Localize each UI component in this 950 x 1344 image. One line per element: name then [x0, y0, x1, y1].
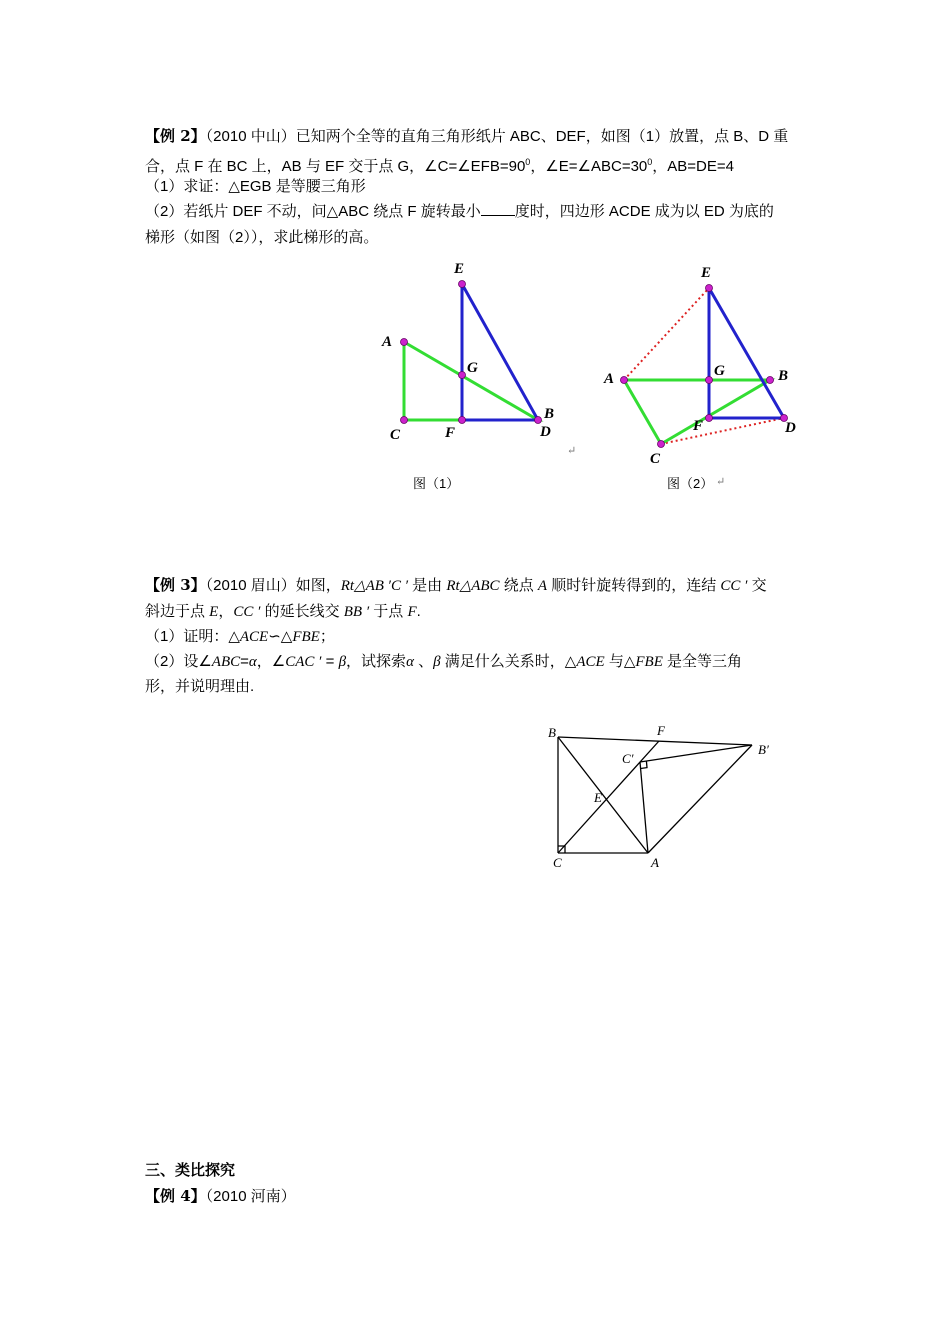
- fig3-label-f: F: [657, 723, 665, 738]
- fig3-seg-ab: [558, 737, 648, 853]
- t: ACE: [576, 654, 605, 670]
- t: .: [416, 603, 421, 620]
- fig3-seg-acprime: [640, 762, 648, 853]
- t: 的延长线交: [260, 603, 344, 620]
- t: 斜边于点: [145, 603, 210, 620]
- t: 绕点: [499, 577, 538, 594]
- section-heading: 三、类比探究: [145, 1162, 236, 1179]
- fig2-point-g: [706, 377, 713, 384]
- t: FBE: [635, 654, 663, 670]
- fig2-label-g: G: [714, 363, 725, 379]
- example2-line4-b: 度时，四边形 ACDE 成为以 ED 为底的: [514, 203, 774, 220]
- fig2-label-d: D: [785, 420, 796, 436]
- example2-line1: [145, 125, 788, 148]
- fig3-seg-abprime: [648, 745, 752, 853]
- t: 是由: [407, 577, 447, 594]
- example2-bracket: 【例 2】: [145, 127, 206, 145]
- example2-line2-b: ，∠E=∠ABC=30: [530, 158, 648, 175]
- figure-1: [370, 255, 590, 455]
- fig2-label-c: C: [650, 451, 661, 467]
- t: FBE: [292, 629, 320, 645]
- fig2-label-a: A: [604, 371, 615, 387]
- example3-line2: [145, 600, 421, 623]
- fig2-point-f: [706, 415, 713, 422]
- figure-1-caption: 图（1）: [413, 476, 460, 491]
- t: CC ′: [233, 604, 261, 620]
- t: 满足什么关系时，△: [440, 653, 577, 670]
- fig1-label-b: B: [544, 406, 555, 422]
- fig2-point-a: [621, 377, 628, 384]
- t: 顺时针旋转得到的，连结: [547, 577, 721, 594]
- example3-line5: 形，并说明理由.: [145, 678, 255, 695]
- fig1-point-d: [535, 417, 542, 424]
- fig2-label-e: E: [701, 265, 712, 281]
- example2-line1-text: （2010 中山）已知两个全等的直角三角形纸片 ABC、DEF，如图（1）放置，点 B、D 重: [205, 128, 789, 145]
- t: Rt△ABC: [446, 578, 500, 594]
- figure-2: [595, 258, 820, 468]
- example4-line: [145, 1185, 296, 1208]
- fig1-label-a: A: [382, 334, 393, 350]
- t: β: [433, 654, 441, 670]
- t: CAC ′: [285, 654, 322, 670]
- fig1-label-d: D: [540, 424, 551, 440]
- t: β: [338, 654, 347, 670]
- figure-2-caption: 图（2）: [667, 476, 714, 491]
- example4-source: （2010 河南）: [205, 1188, 296, 1205]
- t: ，: [218, 603, 234, 620]
- t: =: [321, 653, 339, 670]
- degree-sup-2: 0: [647, 157, 653, 167]
- fig1-point-e: [459, 281, 466, 288]
- t: 与△: [604, 653, 636, 670]
- fig3-seg-cf: [558, 741, 659, 853]
- t: ；: [319, 628, 335, 645]
- fig3-label-a: A: [651, 855, 659, 870]
- example2-line5: 梯形（如图（2）），求此梯形的高。: [145, 229, 379, 246]
- t: 是全等三角: [662, 653, 743, 670]
- example4-bracket: 【例 4】: [145, 1187, 206, 1205]
- fig3-seg-cprimebprime: [640, 745, 752, 762]
- fig2-dotted-ae: [624, 288, 709, 380]
- fig2-dotted-cd: [661, 418, 784, 444]
- t: ，试探索: [346, 653, 407, 670]
- fig2-label-f: F: [693, 418, 704, 434]
- example2-line2-a: 合，点 F 在 BC 上，AB 与 EF 交于点 G，∠C=∠EFB=90: [145, 158, 526, 175]
- fig2-point-b: [767, 377, 774, 384]
- t: ∽△: [268, 628, 293, 645]
- example3-line3: [145, 625, 335, 648]
- fig1-label-c: C: [390, 427, 401, 443]
- t: =: [240, 653, 249, 670]
- fig2-label-b: B: [778, 368, 789, 384]
- t: α: [248, 654, 257, 670]
- return-mark-2: ↵: [716, 475, 726, 488]
- fig1-point-g: [459, 372, 466, 379]
- return-mark-1: ↵: [567, 444, 577, 457]
- t: A: [537, 578, 548, 594]
- t: （2010 眉山）如图，: [205, 577, 341, 594]
- t: ACE: [239, 629, 269, 645]
- example3-line4: [145, 650, 742, 673]
- fig1-label-g: G: [467, 360, 478, 376]
- answer-blank: [481, 201, 515, 216]
- fig2-triangle-def: [709, 288, 784, 418]
- fig3-label-b: B: [548, 725, 556, 740]
- t: E: [209, 604, 219, 620]
- t: ABC: [211, 654, 241, 670]
- fig1-point-a: [401, 339, 408, 346]
- t: α: [406, 654, 414, 670]
- fig3-seg-bbprime: [558, 737, 752, 745]
- t: F: [407, 604, 417, 620]
- example2-line4: [145, 201, 774, 223]
- fig2-triangle-abc: [624, 380, 770, 444]
- t: （1）证明：△: [145, 628, 240, 645]
- example2-line2-c: ，AB=DE=4: [652, 158, 734, 175]
- figure-3: [540, 720, 790, 880]
- example2-line3: （1）求证：△EGB 是等腰三角形: [145, 178, 366, 195]
- example2-line4-a: （2）若纸片 DEF 不动，问△ABC 绕点 F 旋转最小: [145, 203, 481, 220]
- fig1-label-f: F: [445, 425, 456, 441]
- t: 交: [747, 577, 767, 594]
- t: 于点: [369, 603, 408, 620]
- fig1-label-e: E: [454, 261, 465, 277]
- fig3-label-cprime: C′: [622, 751, 634, 766]
- t: 、: [413, 653, 434, 670]
- t: Rt△AB ′C ′: [340, 578, 408, 594]
- fig3-label-e: E: [594, 790, 602, 805]
- fig1-point-f: [459, 417, 466, 424]
- example2-line2: [145, 151, 734, 178]
- fig2-point-c: [658, 441, 665, 448]
- example3-bracket: 【例 3】: [145, 576, 206, 594]
- t: ，∠: [256, 653, 286, 670]
- t: BB ′: [343, 604, 370, 620]
- t: CC ′: [720, 578, 748, 594]
- t: （2）设∠: [145, 653, 212, 670]
- degree-sup-1: 0: [525, 157, 531, 167]
- fig2-point-e: [706, 285, 713, 292]
- fig3-label-c: C: [553, 855, 562, 870]
- fig3-label-bprime: B′: [758, 742, 769, 757]
- fig1-point-c: [401, 417, 408, 424]
- example3-line1: [145, 574, 767, 597]
